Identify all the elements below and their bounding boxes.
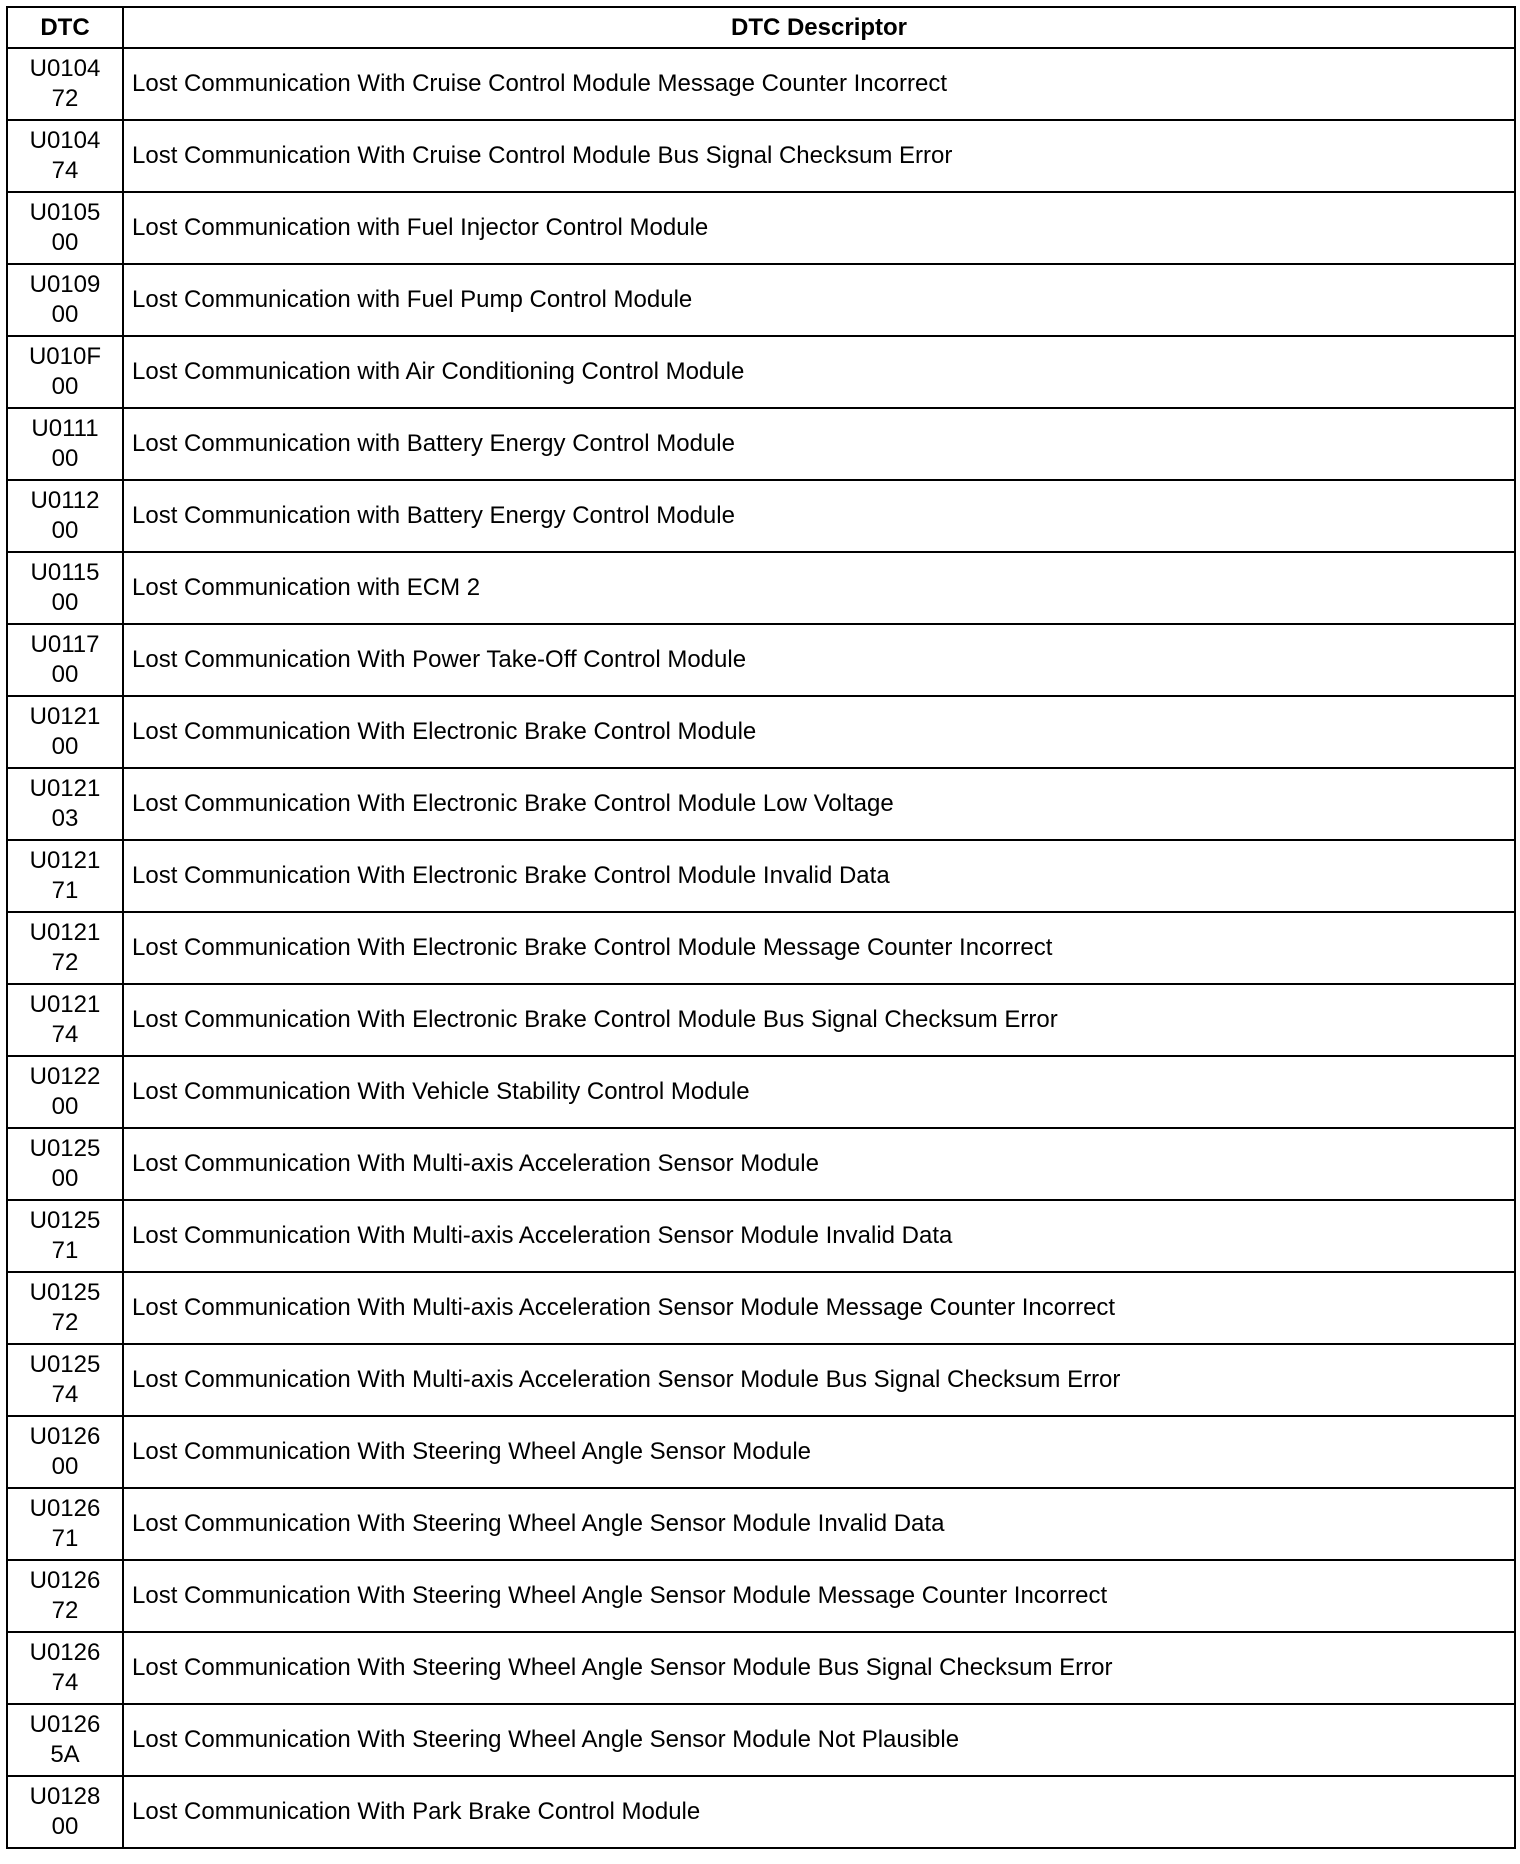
table-row — [7, 984, 1515, 1056]
dtc-code-cell — [7, 912, 123, 984]
dtc-symptom-byte: 03 — [51, 805, 79, 832]
dtc-symptom-byte: 00 — [51, 1453, 79, 1480]
dtc-code: U0125 — [29, 1135, 101, 1162]
dtc-code-cell — [7, 1560, 123, 1632]
table-header — [7, 7, 1515, 48]
table-row — [7, 1488, 1515, 1560]
dtc-symptom-byte: 72 — [51, 85, 79, 112]
table-row — [7, 552, 1515, 624]
dtc-code-cell — [7, 336, 123, 408]
dtc-descriptor: Lost Communication With Electronic Brake Control Module Low Voltage — [123, 768, 1515, 840]
dtc-code-cell — [7, 1344, 123, 1416]
table-row — [7, 1776, 1515, 1848]
dtc-descriptor: Lost Communication With Electronic Brake Control Module — [123, 696, 1515, 768]
header-dtc-descriptor: DTC Descriptor — [123, 7, 1515, 48]
dtc-code-cell — [7, 624, 123, 696]
table-row — [7, 480, 1515, 552]
dtc-descriptor: Lost Communication With Electronic Brake Control Module Message Counter Incorrect — [123, 912, 1515, 984]
dtc-code: U0121 — [29, 847, 101, 874]
dtc-code: U010F — [28, 343, 102, 370]
dtc-descriptor: Lost Communication With Steering Wheel Angle Sensor Module Message Counter Incorrect — [123, 1560, 1515, 1632]
dtc-code-cell — [7, 1272, 123, 1344]
table-row — [7, 1704, 1515, 1776]
dtc-code-cell — [7, 1416, 123, 1488]
dtc-symptom-byte: 71 — [51, 1237, 79, 1264]
dtc-code-cell — [7, 768, 123, 840]
dtc-symptom-byte: 00 — [51, 373, 79, 400]
dtc-code-cell — [7, 984, 123, 1056]
header-dtc: DTC — [7, 7, 123, 48]
dtc-symptom-byte: 00 — [51, 733, 79, 760]
table-row — [7, 1200, 1515, 1272]
dtc-code-cell — [7, 1488, 123, 1560]
dtc-descriptor: Lost Communication With Vehicle Stability Control Module — [123, 1056, 1515, 1128]
dtc-code: U0117 — [30, 631, 100, 658]
table-row — [7, 840, 1515, 912]
dtc-code-cell — [7, 696, 123, 768]
dtc-code-cell — [7, 192, 123, 264]
dtc-descriptor: Lost Communication With Steering Wheel Angle Sensor Module Invalid Data — [123, 1488, 1515, 1560]
dtc-descriptor: Lost Communication With Park Brake Control Module — [123, 1776, 1515, 1848]
dtc-code-cell — [7, 48, 123, 120]
table-row — [7, 336, 1515, 408]
dtc-symptom-byte: 71 — [51, 877, 79, 904]
table-body — [7, 48, 1515, 1848]
dtc-code: U0121 — [29, 991, 101, 1018]
dtc-symptom-byte: 00 — [51, 589, 79, 616]
header-row — [7, 7, 1515, 48]
dtc-symptom-byte: 5A — [50, 1741, 80, 1768]
dtc-table-container — [6, 6, 1514, 1849]
dtc-symptom-byte: 00 — [51, 517, 79, 544]
dtc-descriptor: Lost Communication With Power Take-Off Control Module — [123, 624, 1515, 696]
dtc-symptom-byte: 74 — [51, 1669, 79, 1696]
dtc-code-cell — [7, 408, 123, 480]
dtc-symptom-byte: 00 — [51, 445, 79, 472]
table-row — [7, 1560, 1515, 1632]
dtc-symptom-byte: 00 — [51, 301, 79, 328]
dtc-descriptor: Lost Communication with Air Conditioning Control Module — [123, 336, 1515, 408]
dtc-descriptor: Lost Communication With Cruise Control Module Bus Signal Checksum Error — [123, 120, 1515, 192]
dtc-code-cell — [7, 120, 123, 192]
dtc-code: U0128 — [29, 1783, 101, 1810]
table-row — [7, 1056, 1515, 1128]
dtc-code: U0126 — [29, 1639, 101, 1666]
dtc-code: U0126 — [29, 1423, 101, 1450]
dtc-symptom-byte: 74 — [51, 1021, 79, 1048]
dtc-code-cell — [7, 1200, 123, 1272]
table-row — [7, 48, 1515, 120]
dtc-code: U0126 — [29, 1495, 101, 1522]
dtc-code: U0104 — [29, 55, 101, 82]
table-row — [7, 120, 1515, 192]
dtc-descriptor: Lost Communication With Electronic Brake Control Module Invalid Data — [123, 840, 1515, 912]
dtc-descriptor: Lost Communication With Multi-axis Acceleration Sensor Module Bus Signal Checksum Error — [123, 1344, 1515, 1416]
table-row — [7, 768, 1515, 840]
dtc-symptom-byte: 74 — [51, 1381, 79, 1408]
dtc-descriptor: Lost Communication With Steering Wheel Angle Sensor Module Not Plausible — [123, 1704, 1515, 1776]
dtc-symptom-byte: 00 — [51, 661, 79, 688]
dtc-symptom-byte: 71 — [51, 1525, 79, 1552]
dtc-descriptor: Lost Communication with Battery Energy Control Module — [123, 480, 1515, 552]
dtc-symptom-byte: 74 — [51, 157, 79, 184]
dtc-descriptor: Lost Communication With Cruise Control Module Message Counter Incorrect — [123, 48, 1515, 120]
dtc-code: U0121 — [29, 703, 101, 730]
table-row — [7, 912, 1515, 984]
dtc-code-cell — [7, 1704, 123, 1776]
dtc-code: U0122 — [29, 1063, 101, 1090]
dtc-code: U0112 — [30, 487, 100, 514]
dtc-code-cell — [7, 1632, 123, 1704]
dtc-descriptor: Lost Communication with ECM 2 — [123, 552, 1515, 624]
dtc-code-cell — [7, 552, 123, 624]
dtc-code: U0125 — [29, 1279, 101, 1306]
table-row — [7, 1272, 1515, 1344]
dtc-descriptor: Lost Communication with Battery Energy Control Module — [123, 408, 1515, 480]
dtc-code: U0105 — [29, 199, 101, 226]
dtc-symptom-byte: 72 — [51, 949, 79, 976]
table-row — [7, 408, 1515, 480]
dtc-symptom-byte: 00 — [51, 1813, 79, 1840]
dtc-code: U0109 — [29, 271, 101, 298]
dtc-descriptor: Lost Communication With Multi-axis Acceleration Sensor Module — [123, 1128, 1515, 1200]
dtc-symptom-byte: 00 — [51, 1093, 79, 1120]
dtc-code-cell — [7, 480, 123, 552]
table-row — [7, 264, 1515, 336]
table-row — [7, 1632, 1515, 1704]
dtc-code: U0111 — [31, 415, 99, 442]
table-row — [7, 192, 1515, 264]
dtc-symptom-byte: 00 — [51, 229, 79, 256]
dtc-symptom-byte: 00 — [51, 1165, 79, 1192]
table-row — [7, 624, 1515, 696]
dtc-symptom-byte: 72 — [51, 1309, 79, 1336]
dtc-descriptor: Lost Communication with Fuel Pump Control Module — [123, 264, 1515, 336]
dtc-code: U0104 — [29, 127, 101, 154]
table-row — [7, 1344, 1515, 1416]
dtc-code: U0126 — [29, 1567, 101, 1594]
dtc-descriptor: Lost Communication With Multi-axis Acceleration Sensor Module Message Counter Incorrect — [123, 1272, 1515, 1344]
dtc-table — [6, 6, 1516, 1849]
dtc-code: U0125 — [29, 1351, 101, 1378]
dtc-descriptor: Lost Communication With Multi-axis Acceleration Sensor Module Invalid Data — [123, 1200, 1515, 1272]
dtc-code-cell — [7, 264, 123, 336]
dtc-descriptor: Lost Communication With Steering Wheel Angle Sensor Module Bus Signal Checksum Error — [123, 1632, 1515, 1704]
dtc-descriptor: Lost Communication With Steering Wheel Angle Sensor Module — [123, 1416, 1515, 1488]
dtc-code: U0126 — [29, 1711, 101, 1738]
table-row — [7, 696, 1515, 768]
dtc-code-cell — [7, 1056, 123, 1128]
dtc-code: U0125 — [29, 1207, 101, 1234]
dtc-symptom-byte: 72 — [51, 1597, 79, 1624]
dtc-code: U0115 — [30, 559, 100, 586]
table-row — [7, 1416, 1515, 1488]
dtc-descriptor: Lost Communication with Fuel Injector Control Module — [123, 192, 1515, 264]
dtc-code-cell — [7, 1776, 123, 1848]
table-row — [7, 1128, 1515, 1200]
dtc-code-cell — [7, 1128, 123, 1200]
dtc-code: U0121 — [29, 775, 101, 802]
dtc-code-cell — [7, 840, 123, 912]
dtc-descriptor: Lost Communication With Electronic Brake Control Module Bus Signal Checksum Error — [123, 984, 1515, 1056]
dtc-code: U0121 — [29, 919, 101, 946]
